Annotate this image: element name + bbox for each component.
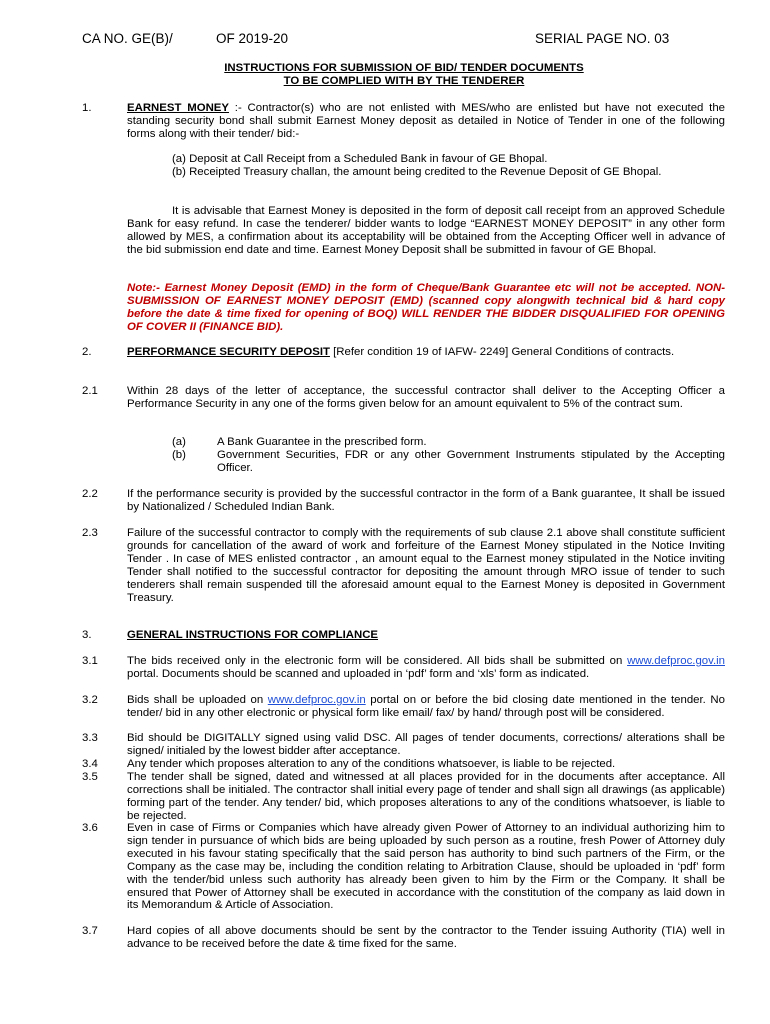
section-2-heading: PERFORMANCE SECURITY DEPOSIT [127,346,330,358]
clause-2-1-number: 2.1 [82,385,98,397]
clause-3-1-number: 3.1 [82,655,98,667]
section-1-number: 1. [82,102,92,114]
serial-page-number: SERIAL PAGE NO. 03 [535,31,670,46]
document-title-line-2: TO BE COMPLIED WITH BY THE TENDERER [283,75,525,87]
contract-year: OF 2019-20 [216,31,289,46]
clause-3-2-number: 3.2 [82,694,98,706]
emd-note: Note:- Earnest Money Deposit (EMD) in the form of Cheque/Bank Guarantee etc will not be accepted. NON-SUBMISSION OF EARNEST MONEY DEPOSIT (EMD) (scanned copy alongwith technical bid & hard copy before the date & time fixed for opening of BOQ) WILL RENDER THE BIDDER DISQUALIFIED FOR OPENING OF COVER II (FINANCE BID). [127,282,725,333]
clause-3-7-text: Hard copies of all above documents should be sent by the contractor to the Tender issuing Authority (TIA) well in advance to be received before the date & time fixed for the same. [127,925,725,950]
clause-3-1-text-b: portal. Documents should be scanned and uploaded in ‘pdf’ form and ‘xls’ form as indicated. [127,667,590,680]
clause-2-3-text: Failure of the successful contractor to comply with the requirements of sub clause 2.1 above shall constitute sufficient grounds for cancellation of the award of work and forfeiture of the Earnest Money stipulated in the Notice Inviting Tender . In case of MES enlisted contractor , an amount equal to the Earnest money stipulated in the Notice inviting Tender shall notified to the successful contractor for depositing the amount through MRO issue of tender to such tenderers shall remain suspended till the aforesaid amount equal to the Earnest Money is deposited in Government Treasury. [127,527,725,604]
clause-3-4-number: 3.4 [82,758,98,770]
emd-advice-paragraph: It is advisable that Earnest Money is deposited in the form of deposit call receipt from an approved Schedule Bank for easy refund. In case the tenderer/ bidder wants to lodge “EARNEST MONEY DEPOSIT” in any other form allowed by MES, a confirmation about its acceptability will be obtained from the Accepting Officer well in advance of the bid submission end date and time. Earnest Money Deposit shall be submitted in favour of GE Bhopal. [127,205,725,256]
emd-option-b: (b) Receipted Treasury challan, the amount being credited to the Revenue Deposit of GE Bhopal. [172,166,662,178]
section-2-text: [Refer condition 19 of IAFW- 2249] General Conditions of contracts. [329,346,675,358]
clause-3-1-text-a: The bids received only in the electronic form will be considered. All bids shall be submitted on [127,655,628,667]
clause-3-2-text-a: Bids shall be uploaded on [127,694,268,706]
clause-2-1-a-label: (a) [172,436,186,448]
clause-2-1-b-text: Government Securities, FDR or any other Government Instruments stipulated by the Accepting Officer. [217,449,725,474]
section-3-heading: GENERAL INSTRUCTIONS FOR COMPLIANCE [127,629,379,641]
clause-3-3-text: Bid should be DIGITALLY signed using valid DSC. All pages of tender documents, corrections/ alterations shall be signed/ initialed by the lowest bidder after acceptance. [127,732,725,757]
clause-3-2-text [127,694,725,720]
clause-3-1-text [127,655,725,681]
contract-number: CA NO. GE(B)/ [82,31,173,46]
clause-3-4-text: Any tender which proposes alteration to any of the conditions whatsoever, is liable to be rejected. [127,758,616,770]
clause-2-1-text: Within 28 days of the letter of acceptance, the successful contractor shall deliver to the Accepting Officer a Performance Security in any one of the forms given below for an amount equivalent to 5% of the contract sum. [127,385,725,410]
clause-3-6-text: Even in case of Firms or Companies which have already given Power of Attorney to an individual authorizing him to sign tender in pursuance of which bids are being uploaded by such person as a routine, fresh Power of Attorney duly executed in his favour stating specifically that the said person has authority to bind such partners of the Firm, or the Company as the case may be, including the condition relating to Arbitration Clause, should be uploaded in ‘pdf’ form with the tender/bid unless such authority has already been given to him by the Firm or the Company. It shall be ensured that Power of Attorney shall be executed in accordance with the constitution of the company as laid down in its Memorandum & Article of Association. [127,822,725,912]
document-title-line-1: INSTRUCTIONS FOR SUBMISSION OF BID/ TENDER DOCUMENTS [224,62,584,74]
defproc-portal-link[interactable]: www.defproc.gov.in [627,655,725,667]
section-3-paragraph [127,629,725,642]
section-2-paragraph [127,346,725,359]
defproc-portal-link-2[interactable]: www.defproc.gov.in [267,694,366,706]
section-1-text: :- Contractor(s) who are not enlisted with MES/who are enlisted but have not executed the standing security bond shall submit Earnest Money deposit as detailed in Notice of Tender in one of the following forms along with their tender/ bid:- [127,102,725,140]
section-1-paragraph [127,102,725,141]
clause-3-2-text-b: portal on or before the bid closing date mentioned in the tender. No tender/ bid in any other electronic or physical form like email/ fax/ by hand/ through post will be considered. [127,694,725,719]
clause-3-6-number: 3.6 [82,822,98,834]
clause-3-3-number: 3.3 [82,732,98,744]
clause-2-2-text: If the performance security is provided by the successful contractor in the form of a Bank guarantee, It shall be issued by Nationalized / Scheduled Indian Bank. [127,488,725,513]
clause-2-2-number: 2.2 [82,488,98,500]
section-3-number: 3. [82,629,92,641]
section-1-heading: EARNEST MONEY [127,102,229,114]
clause-3-5-number: 3.5 [82,771,98,783]
clause-2-1-b-label: (b) [172,449,186,461]
section-2-number: 2. [82,346,92,358]
emd-option-a: (a) Deposit at Call Receipt from a Scheduled Bank in favour of GE Bhopal. [172,153,548,165]
clause-2-3-number: 2.3 [82,527,98,539]
clause-3-7-number: 3.7 [82,925,98,937]
clause-2-1-a-text: A Bank Guarantee in the prescribed form. [217,436,427,448]
clause-3-5-text: The tender shall be signed, dated and witnessed at all places provided for in the documents after acceptance. All corrections shall be initialed. The contractor shall initial every page of tender and shall sign all drawings (as applicable) forming part of the tender. Any tender/ bid, which proposes alterations to any of the conditions whatsoever, is liable to be rejected. [127,771,725,822]
